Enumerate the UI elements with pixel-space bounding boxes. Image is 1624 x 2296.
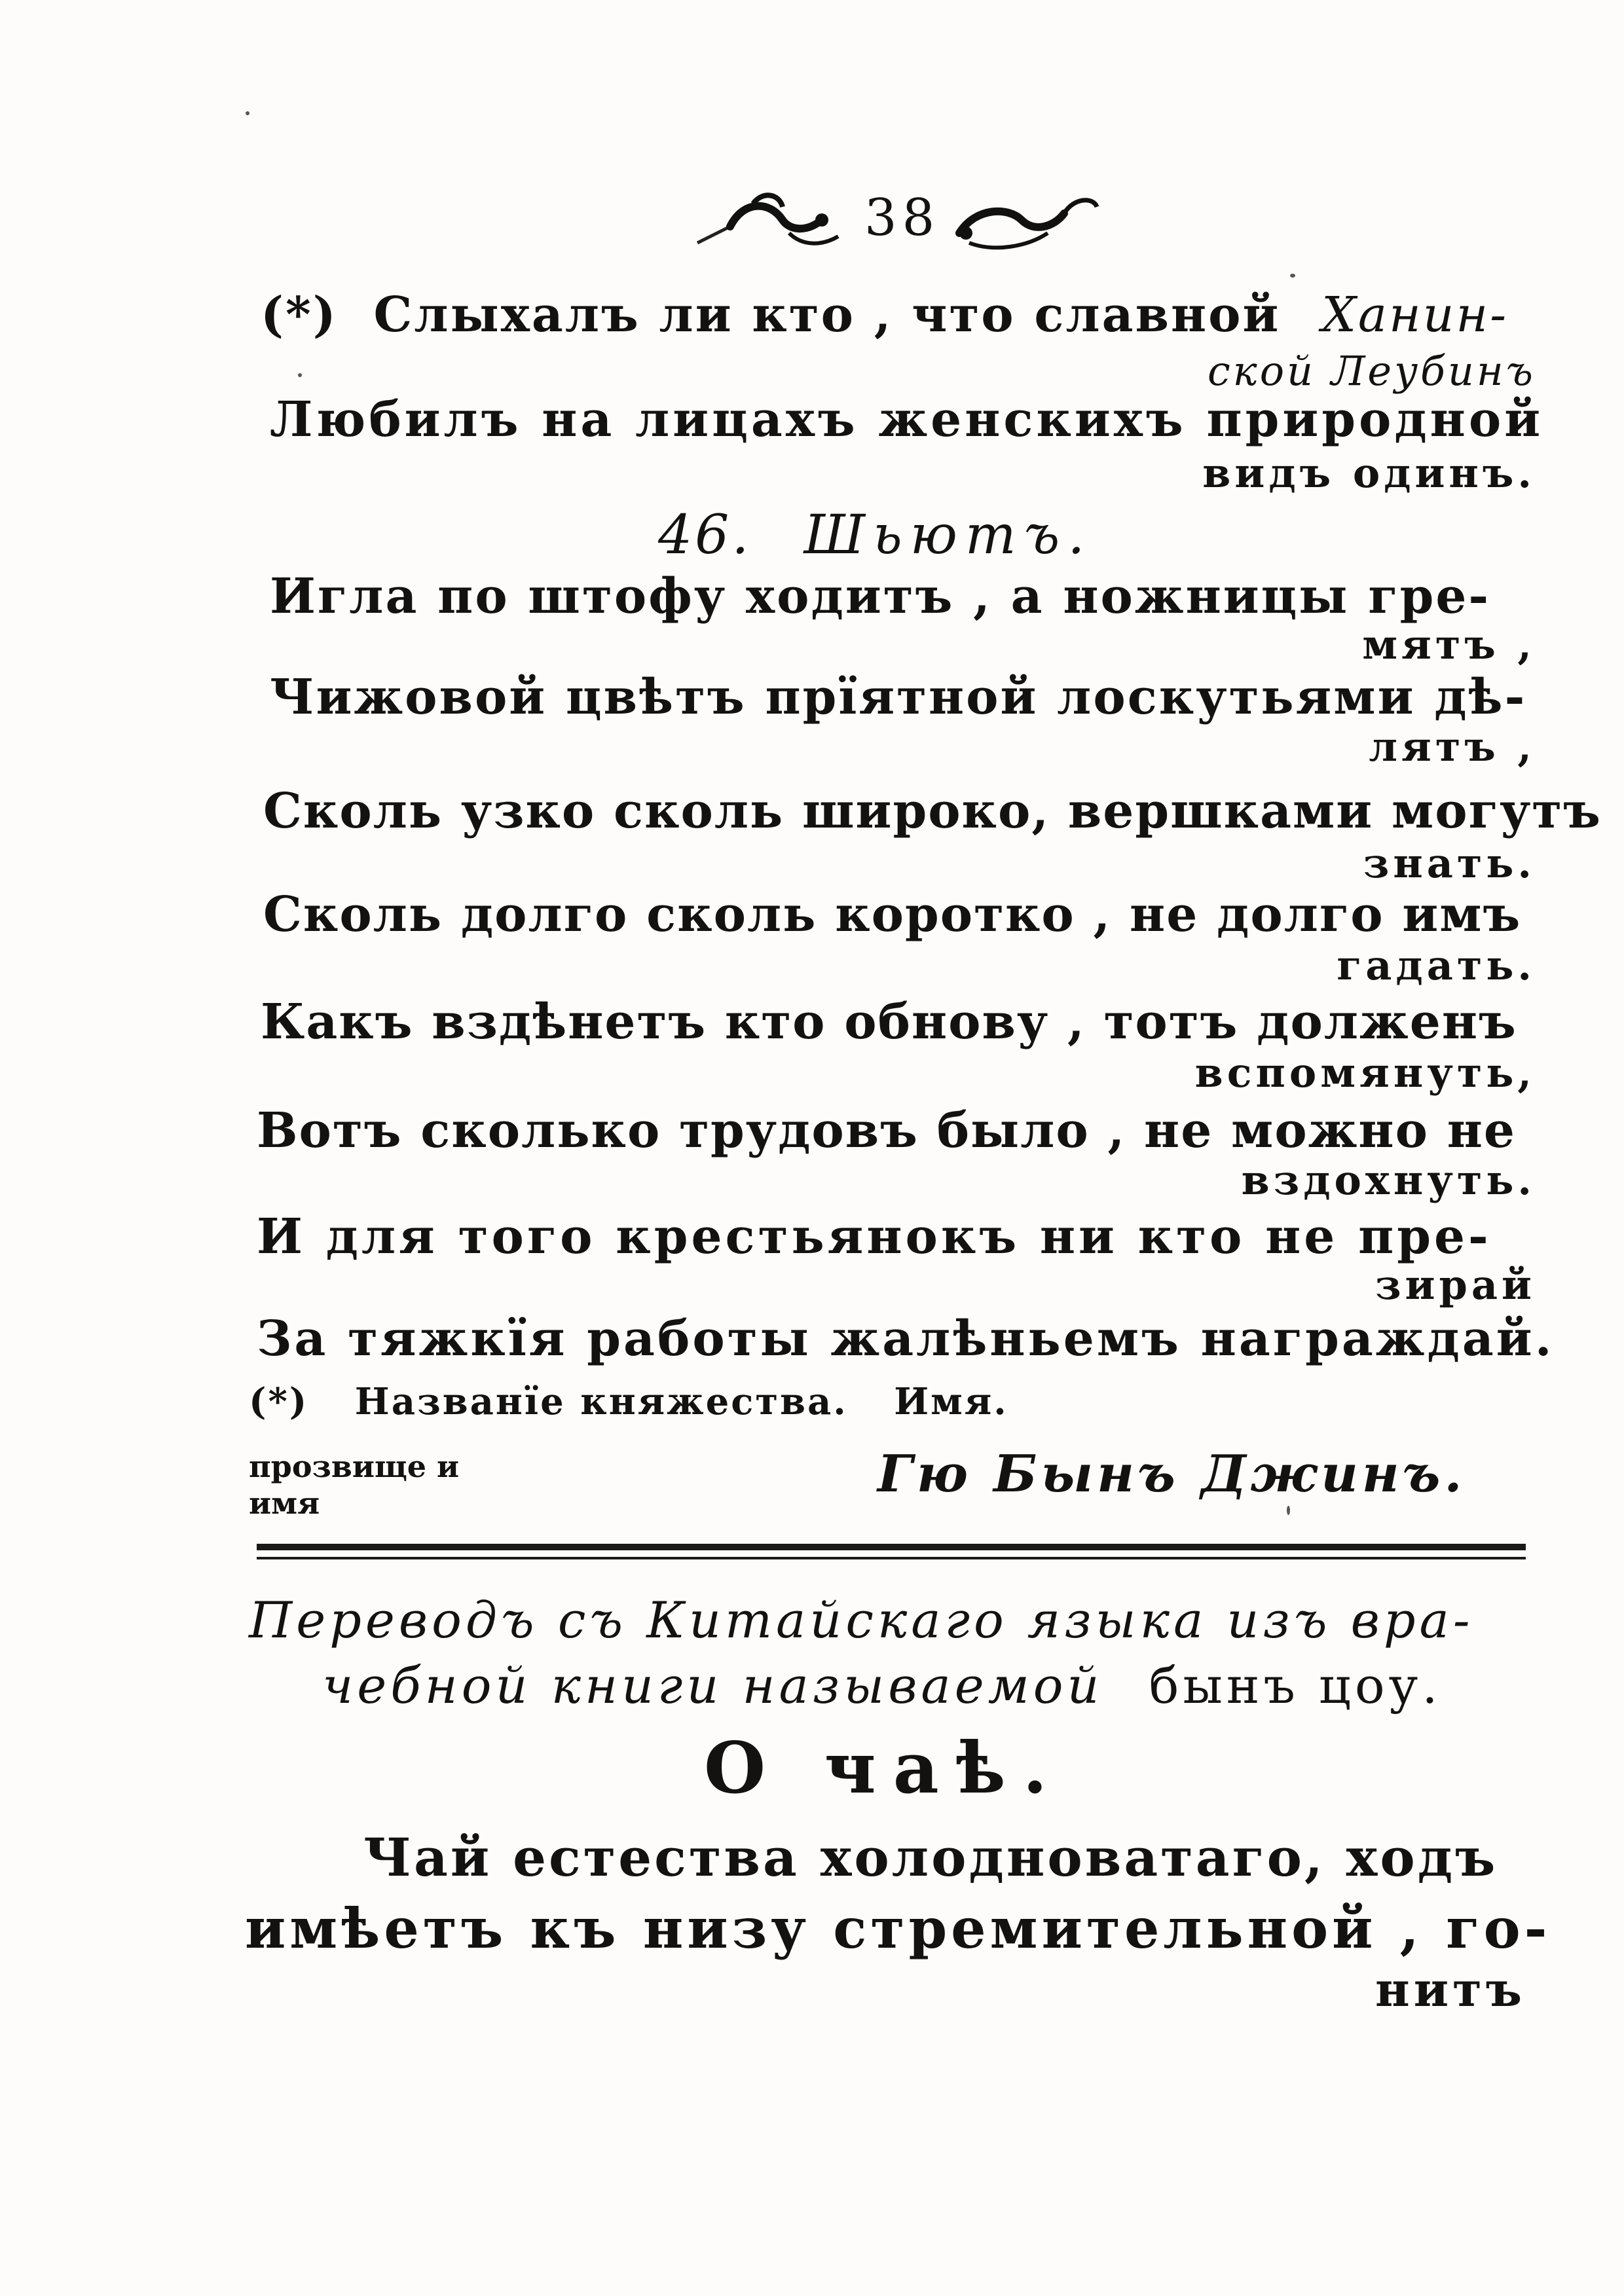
- note-name-label: Имя.: [894, 1380, 1008, 1423]
- footnote-line-1: [261, 287, 1508, 343]
- poem-number: 46.: [658, 504, 752, 566]
- page-number: 38: [864, 189, 940, 247]
- left-ornament-icon: [691, 181, 848, 253]
- stanza-line-8: За тяжкїя работы жалѣньемъ награждай.: [257, 1311, 1555, 1367]
- stanza-line-4: Сколь долго сколь коротко , не долго имъ: [263, 886, 1522, 943]
- footnote-line-2-continuation: видъ одинъ.: [1202, 449, 1536, 497]
- article-line-3: нитъ: [1375, 1961, 1526, 2017]
- translation-heading-line-2: [322, 1656, 1442, 1715]
- note-nickname-line-1: прозвище и: [249, 1449, 460, 1484]
- translation-heading-roman: бынъ цоу.: [1149, 1656, 1442, 1715]
- article-title: О чаѣ.: [704, 1727, 1065, 1810]
- footnote-line-1-text: Слыхалъ ли кто , что славной: [373, 287, 1281, 343]
- footnote-line-2: Любилъ на лицахъ женскихъ природной: [270, 392, 1544, 448]
- stanza-line-6-continuation: вздохнуть.: [1241, 1156, 1536, 1204]
- footnote-marker: (*): [261, 287, 338, 343]
- page-header: [691, 175, 1097, 261]
- translation-heading-line-1: Переводъ съ Китайскаго языка изъ вра-: [249, 1591, 1474, 1649]
- paper-speck: [246, 111, 249, 115]
- translation-heading-italic: чебной книги называемой: [322, 1656, 1103, 1715]
- stanza-line-5-continuation: вспомянуть,: [1194, 1049, 1536, 1097]
- paper-speck: [298, 373, 302, 377]
- stanza-line-3: Сколь узко сколь широко, вершками могутъ: [263, 783, 1602, 839]
- separator-rule-bottom: [257, 1557, 1526, 1559]
- stanza-line-3-continuation: знать.: [1363, 839, 1536, 887]
- poem-title: [658, 504, 1092, 566]
- article-line-1: Чай естества холодноватаго, ходъ: [363, 1827, 1498, 1888]
- note-marker: (*): [249, 1380, 309, 1423]
- note-nickname-label: [249, 1448, 459, 1522]
- footnote-line-1-italic: Ханин-: [1321, 287, 1509, 343]
- note-name-value: Гю Бынъ Джинъ.: [877, 1444, 1466, 1504]
- footnote-line-1-continuation: ской Леубинъ: [1207, 347, 1536, 395]
- separator-rule-top: [257, 1544, 1526, 1550]
- note-line: [249, 1380, 1008, 1423]
- stanza-line-7: И для того крестьянокъ ни кто не пре-: [257, 1209, 1492, 1265]
- poem-title-text: Шьютъ.: [803, 504, 1093, 566]
- paper-speck: [1290, 274, 1295, 278]
- stanza-line-6: Вотъ сколько трудовъ было , не можно не: [257, 1102, 1516, 1159]
- note-nickname-line-2: имя: [249, 1485, 320, 1521]
- article-line-2: имѣетъ къ низу стремительной , го-: [245, 1896, 1551, 1961]
- stanza-line-1-continuation: мятъ ,: [1362, 621, 1536, 668]
- stanza-line-4-continuation: гадать.: [1337, 941, 1536, 989]
- stanza-line-2: Чижовой цвѣтъ прїятной лоскутьями дѣ-: [270, 669, 1527, 725]
- stanza-line-5: Какъ вздѣнетъ кто обнову , тотъ долженъ: [261, 994, 1517, 1050]
- note-text: Названїе княжества.: [354, 1380, 848, 1423]
- stanza-line-7-continuation: зирай: [1375, 1261, 1536, 1309]
- stanza-line-2-continuation: лятъ ,: [1369, 723, 1536, 771]
- stanza-line-1: Игла по штофу ходитъ , а ножницы гре-: [270, 568, 1491, 625]
- right-ornament-icon: [950, 181, 1100, 253]
- paper-speck: [1287, 1506, 1290, 1515]
